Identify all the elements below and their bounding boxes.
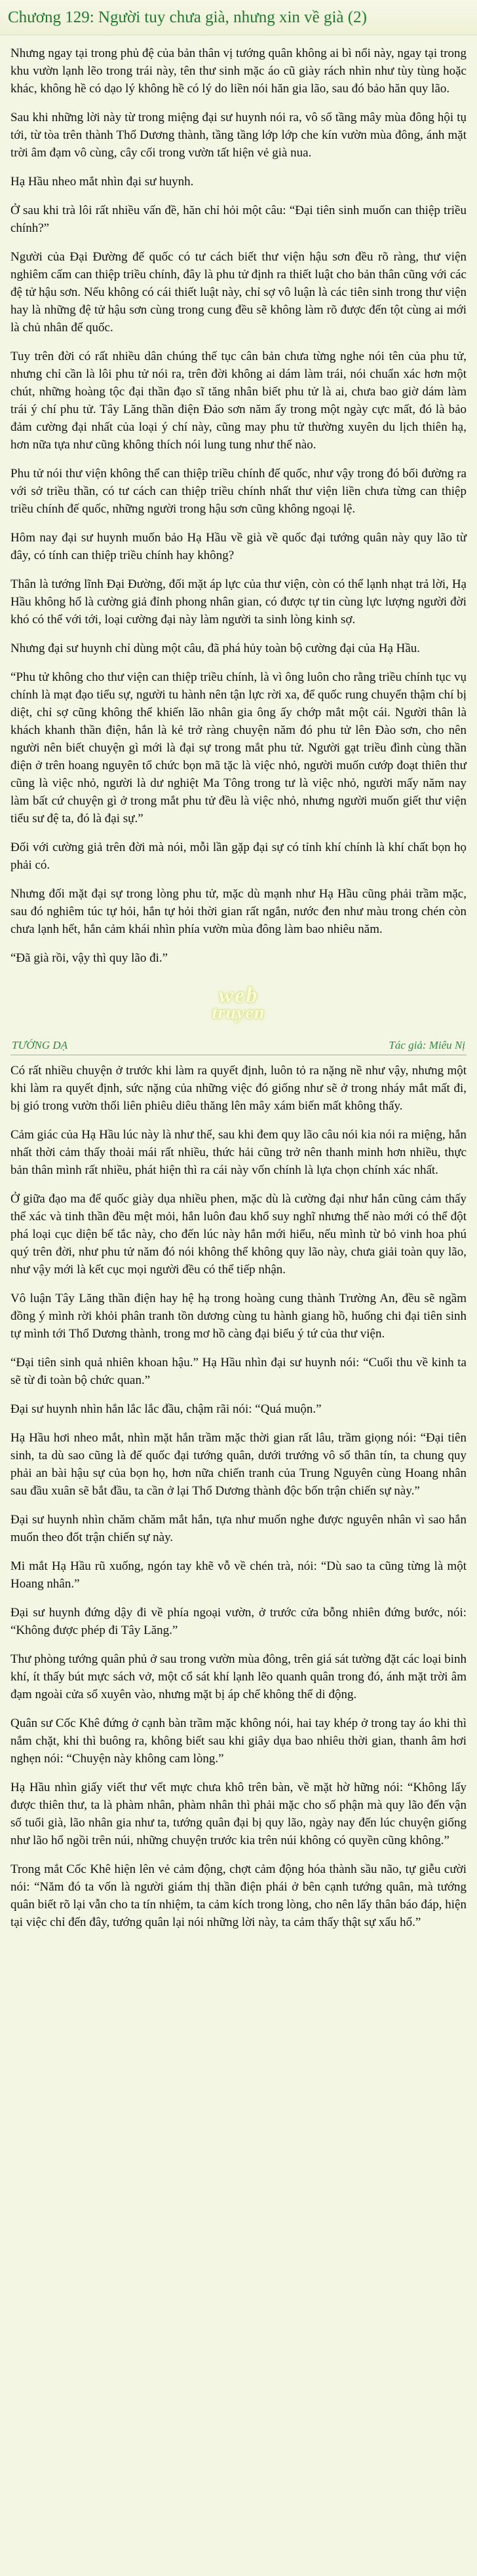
paragraph: Đối với cường giả trên đời mà nói, mỗi lần gặp đại sự có tỉnh khí chính là khí chất bọn họ phải có. xyxy=(10,841,467,872)
paragraph: Người của Đại Đường đế quốc có tư cách biết thư viện hậu sơn đều rõ ràng, thư viện nghiêm cấm can thiệp triều chính, đây là phu tử định ra thiết luật cho bản thân cũng với các đệ tử hậu sơn. Nếu không có cái thiết luật này, chỉ sợ vô luận là các tiên sinh trong thư viện hay là những đệ tử hậu sơn cùng trong cung đều sẽ không làm rõ được đến tột cùng ai mới là chủ nhân đế quốc. xyxy=(10,250,467,335)
paragraph: Hạ Hầu nhìn giấy viết thư vết mực chưa khô trên bàn, về mặt hờ hững nói: “Không lấy được thiên thư, ta là phàm nhân, phàm nhân thì phải mặc cho số phận mà quy lão đến vận số tuổi già, lão nhân gia như ta, tướng quân đại bị quy lão, ngày nay đến lúc chuyện giống như lão hổ ngồi trên núi, những chuyện trước kia trên núi không có quyền cũng không.” xyxy=(10,1781,467,1847)
paragraph: Trong mắt Cốc Khê hiện lên vẻ cảm động, chợt cảm động hóa thành sầu não, tự giễu cười nói: “Năm đó ta vốn là người giám thị thần điện phái ở bên cạnh tướng quân, mà tướng quân biết rõ lại vẫn cho ta tín nhiệm, ta cảm kích trong lòng, cho nên lấy thân báo đáp, hiện tại việc chỉ đến đây, tướng quân lại nói những lời này, ta cảm thấy thật sự xấu hổ.” xyxy=(10,1862,467,1929)
paragraph: Có rất nhiều chuyện ở trước khi làm ra quyết định, luôn tỏ ra nặng nề như vậy, nhưng một khi làm ra quyết định, sức nặng của những việc đó giống như sẽ ở trong nháy mắt mất đi, bị gió trong vườn thổi liên phiêu diêu thăng lên mây xám biến mất không thấy. xyxy=(10,1064,467,1113)
paragraph: Mi mắt Hạ Hầu rũ xuống, ngón tay khẽ vỗ về chén trà, nói: “Dù sao ta cũng từng là một Hoang nhân.” xyxy=(10,1559,467,1591)
paragraph: Nhưng đối mặt đại sự trong lòng phu tử, mặc dù mạnh như Hạ Hầu cũng phải trầm mặc, sau đó nghiêm túc tự hỏi, hắn tự hỏi thời gian rất ngắn, nước đen như màu trong chén còn chưa lạnh hết, hắn cảm khái nhìn phía vườn mùa đông làm bao nhiêu năm. xyxy=(10,887,467,936)
paragraph: Đại sư huynh đứng dậy đi về phía ngoại vườn, ở trước cửa bỗng nhiên đứng bước, nói: “Không được phép đi Tây Lăng.” xyxy=(10,1606,467,1637)
paragraph: Ở sau khi trà lôi rất nhiều vấn đề, hăn chỉ hỏi một câu: “Đại tiên sinh muốn can thiệp triều chính?” xyxy=(10,204,467,235)
paragraph: Cảm giác của Hạ Hầu lúc này là như thế, sau khi đem quy lão câu nói kia nói ra miệng, hắn nhất thời cảm thấy thoải mái rất nhiều, thức hải cũng trở nên thanh minh hơn nhiều, thực bản thân mình rất nhiều, phát hiện thì ra cái này vốn chính là lựa chọn chính xác nhất. xyxy=(10,1128,467,1177)
paragraph: Nhưng đại sư huynh chỉ dùng một câu, đã phá hủy toàn bộ cường đại của Hạ Hầu. xyxy=(10,642,421,655)
chapter-content xyxy=(0,35,477,1931)
paragraph: Thân là tướng lĩnh Đại Đường, đối mặt áp lực của thư viện, còn có thể lạnh nhạt trả lời, Hạ Hầu không hổ là cường giả đỉnh phong nhân gian, có được tự tin cùng lực lượng người đời khó có thể với tới, loại cường đại này làm người ta sinh lòng kinh sợ. xyxy=(10,577,467,626)
story-info-bar xyxy=(10,1036,467,1055)
logo-line-1: web xyxy=(218,983,259,1007)
chapter-title: Chương 129: Người tuy chưa già, nhưng xin về già (2) xyxy=(8,8,367,26)
paragraph: Đại sư huynh nhìn hắn lắc lắc đầu, chậm rãi nói: “Quá muộn.” xyxy=(10,1402,322,1416)
paragraph: Hôm nay đại sư huynh muốn bảo Hạ Hầu về già về quốc đại tướng quân này quy lão từ đây, có tính can thiệp triều chính hay không? xyxy=(10,531,467,562)
story-author: Tác giả: Miêu Nị xyxy=(389,1039,465,1051)
paragraph: “Đại tiên sinh quả nhiên khoan hậu.” Hạ Hầu nhìn đại sư huynh nói: “Cuối thu về kinh ta sẽ từ đi toàn bộ chức quan.” xyxy=(10,1356,467,1387)
site-logo xyxy=(189,978,288,1029)
paragraph: Ở giữa đạo ma để quốc giày dụa nhiều phen, mặc dù là cường đại như hắn cũng cảm thấy thể xác và tinh thần đều mệt mỏi, hắn luôn đau khổ suy nghĩ nhưng thế nào mới có thể đột phá loại cục diện bế tắc này, cho đến lúc này hắn mới hiểu, nếu mình từ bỏ vinh hoa phú quý trên đời, như phu tử năm đó nói không thể không quy lão này, chưa giải toàn quy lão, như vậy mới là kết cục mọi người đều có thể tiếp nhận. xyxy=(10,1192,467,1277)
text-block-1 xyxy=(10,45,467,967)
paragraph: Hạ Hầu nheo mắt nhìn đại sư huynh. xyxy=(10,175,194,189)
paragraph: Đại sư huynh nhìn chăm chăm mắt hắn, tựa như muốn nghe được nguyên nhân vì sao hắn muốn theo đốt trận chiến sự này. xyxy=(10,1513,467,1544)
paragraph: “Phu tử không cho thư viện can thiệp triều chính, là vì ông luôn cho rằng triều chính tục vụ chính là mạt đạo tiểu sự, người tu hành nên tận lực rời xa, để quốc rung chuyển thậm chí bị diệt, chỉ sợ cũng không thể khiến lão nhân gia ông ấy chớp mắt một cái. Người thân là khách khanh thần điện, hắn là kẻ trở ràng chuyện năm đó phu tử lên Đào sơn, cho nên người nên biết chuyện gì mới là đại sự trong mắt phu tử. Người gạt triều đình cùng thần điện ở trên hoang nguyên tổ chức bọn mã tặc là việc nhỏ, người muốn cướp đoạt thiên thư cũng là việc nhỏ, người là dư nghiệt Ma Tông trong tư là việc nhỏ, người mấy năm nay làm bất cứ chuyện gì ở trong mắt phu tử đều là việc nhỏ, nhưng người muốn giết thư viện tiểu sư đệ ta, đó là đại sự.” xyxy=(10,670,467,825)
story-title: TƯỚNG DẠ xyxy=(12,1039,68,1051)
paragraph: Hạ Hầu hơi nheo mắt, nhìn mặt hắn trầm mặc thời gian rất lâu, trầm giọng nói: “Đại tiên sinh, ta dù sao cũng là đế quốc đại tướng quân, dưới trướng vô số thân tín, ta chung quy phải an bài hậu sự của bọn họ, hơn nữa chiến tranh của Trung Nguyên cùng Hoang nhân sau đầu xuân sẽ bắt đầu, ta cần ở lại Thổ Dương thành độc bốn trận chiến sự này.” xyxy=(10,1431,467,1498)
chapter-header xyxy=(0,0,477,35)
paragraph: Tuy trên đời có rất nhiều dân chúng thế tục cân bản chưa từng nghe nói tên của phu tử, nhưng chỉ cần là lôi phu tử nói ra, trên đời không ai dám làm trái, nói chuẩn xác hơn một chút, những hoàng tộc đại thần đạo sĩ tăng nhân biết phu tử là ai, chưa bao giờ dám làm trái ý chí phu tử. Tây Lăng thần điện Đảo sơn năm ấy trong một ngày cực mất, đó là bảo đảm cường đại nhất của loại ý chí này, cũng may phu tử thường xuyên du lịch thiên hạ, hơn nữa tựa như cũng không thích nói lung tung như thế nào. xyxy=(10,350,467,452)
logo-line-2: truyen xyxy=(212,1003,265,1023)
paragraph: Vô luận Tây Lăng thần điện hay hệ hạ trong hoàng cung thành Trường An, đều sẽ ngầm đồng ý mình rời khỏi phân tranh tồn dương cùng tu hành giang hồ, huống chi đại tiên sinh tự mình tới Thổ Dương thành, trong mơ hồ càng đại biểu ý tứ của thư viện. xyxy=(10,1292,467,1341)
paragraph: Nhưng ngay tại trong phủ đệ của bản thân vị tướng quân không ai bì nổi này, ngay tại trong khu vườn lạnh lẽo trong trái này, tên thư sinh mặc áo cũ giày rách nhìn như tùy tùng hoặc khác, không hề có dạo lý không hề có lý do liền nói hăn gia lão, sau đó bảo hăn quy lão. xyxy=(10,46,467,96)
text-block-2 xyxy=(10,1062,467,1931)
section-divider xyxy=(10,978,467,1055)
paragraph: “Đã già rồi, vậy thì quy lão đi.” xyxy=(10,951,168,965)
paragraph: Phu tử nói thư viện không thể can thiệp triều chính đế quốc, như vậy trong đó bối đường ra với sở triều thần, có tư cách can thiệp triều chính nhất thư viện liền chưa từng can thiệp triều chính đế quốc, những người trong hậu sơn cũng không ngoại lệ. xyxy=(10,467,467,516)
paragraph: Quân sư Cốc Khê đứng ở cạnh bàn trầm mặc không nói, hai tay khép ở trong tay áo khi thì nắm chặt, khi thì buông ra, không biết sau khi giây dụa bao nhiêu thời gian, thanh âm hơi nghẹn nói: “Chuyện này không cam lòng.” xyxy=(10,1716,467,1766)
paragraph: Thư phòng tướng quân phủ ở sau trong vườn mùa đông, trên giá sát tường đặt các loại binh khí, ít thấy bút mực sách vở, một cổ sát khí lạnh lẽo quanh quân trong đó, ánh mặt trời âm đạm ngoài cửa sổ xuyên vào, nhưng mặt bị áp chế không thể di động. xyxy=(10,1652,467,1701)
paragraph: Sau khi những lời này từ trong miệng đại sư huynh nói ra, vô số tầng mây mùa đông hội tụ tới, từ tòa trên thành Thổ Dương thành, tầng tầng lớp lớp che kín vườn mùa đông, ánh mặt trời âm đạm vô cùng, cây cối trong vườn tất hiện vẻ già nua. xyxy=(10,111,467,160)
